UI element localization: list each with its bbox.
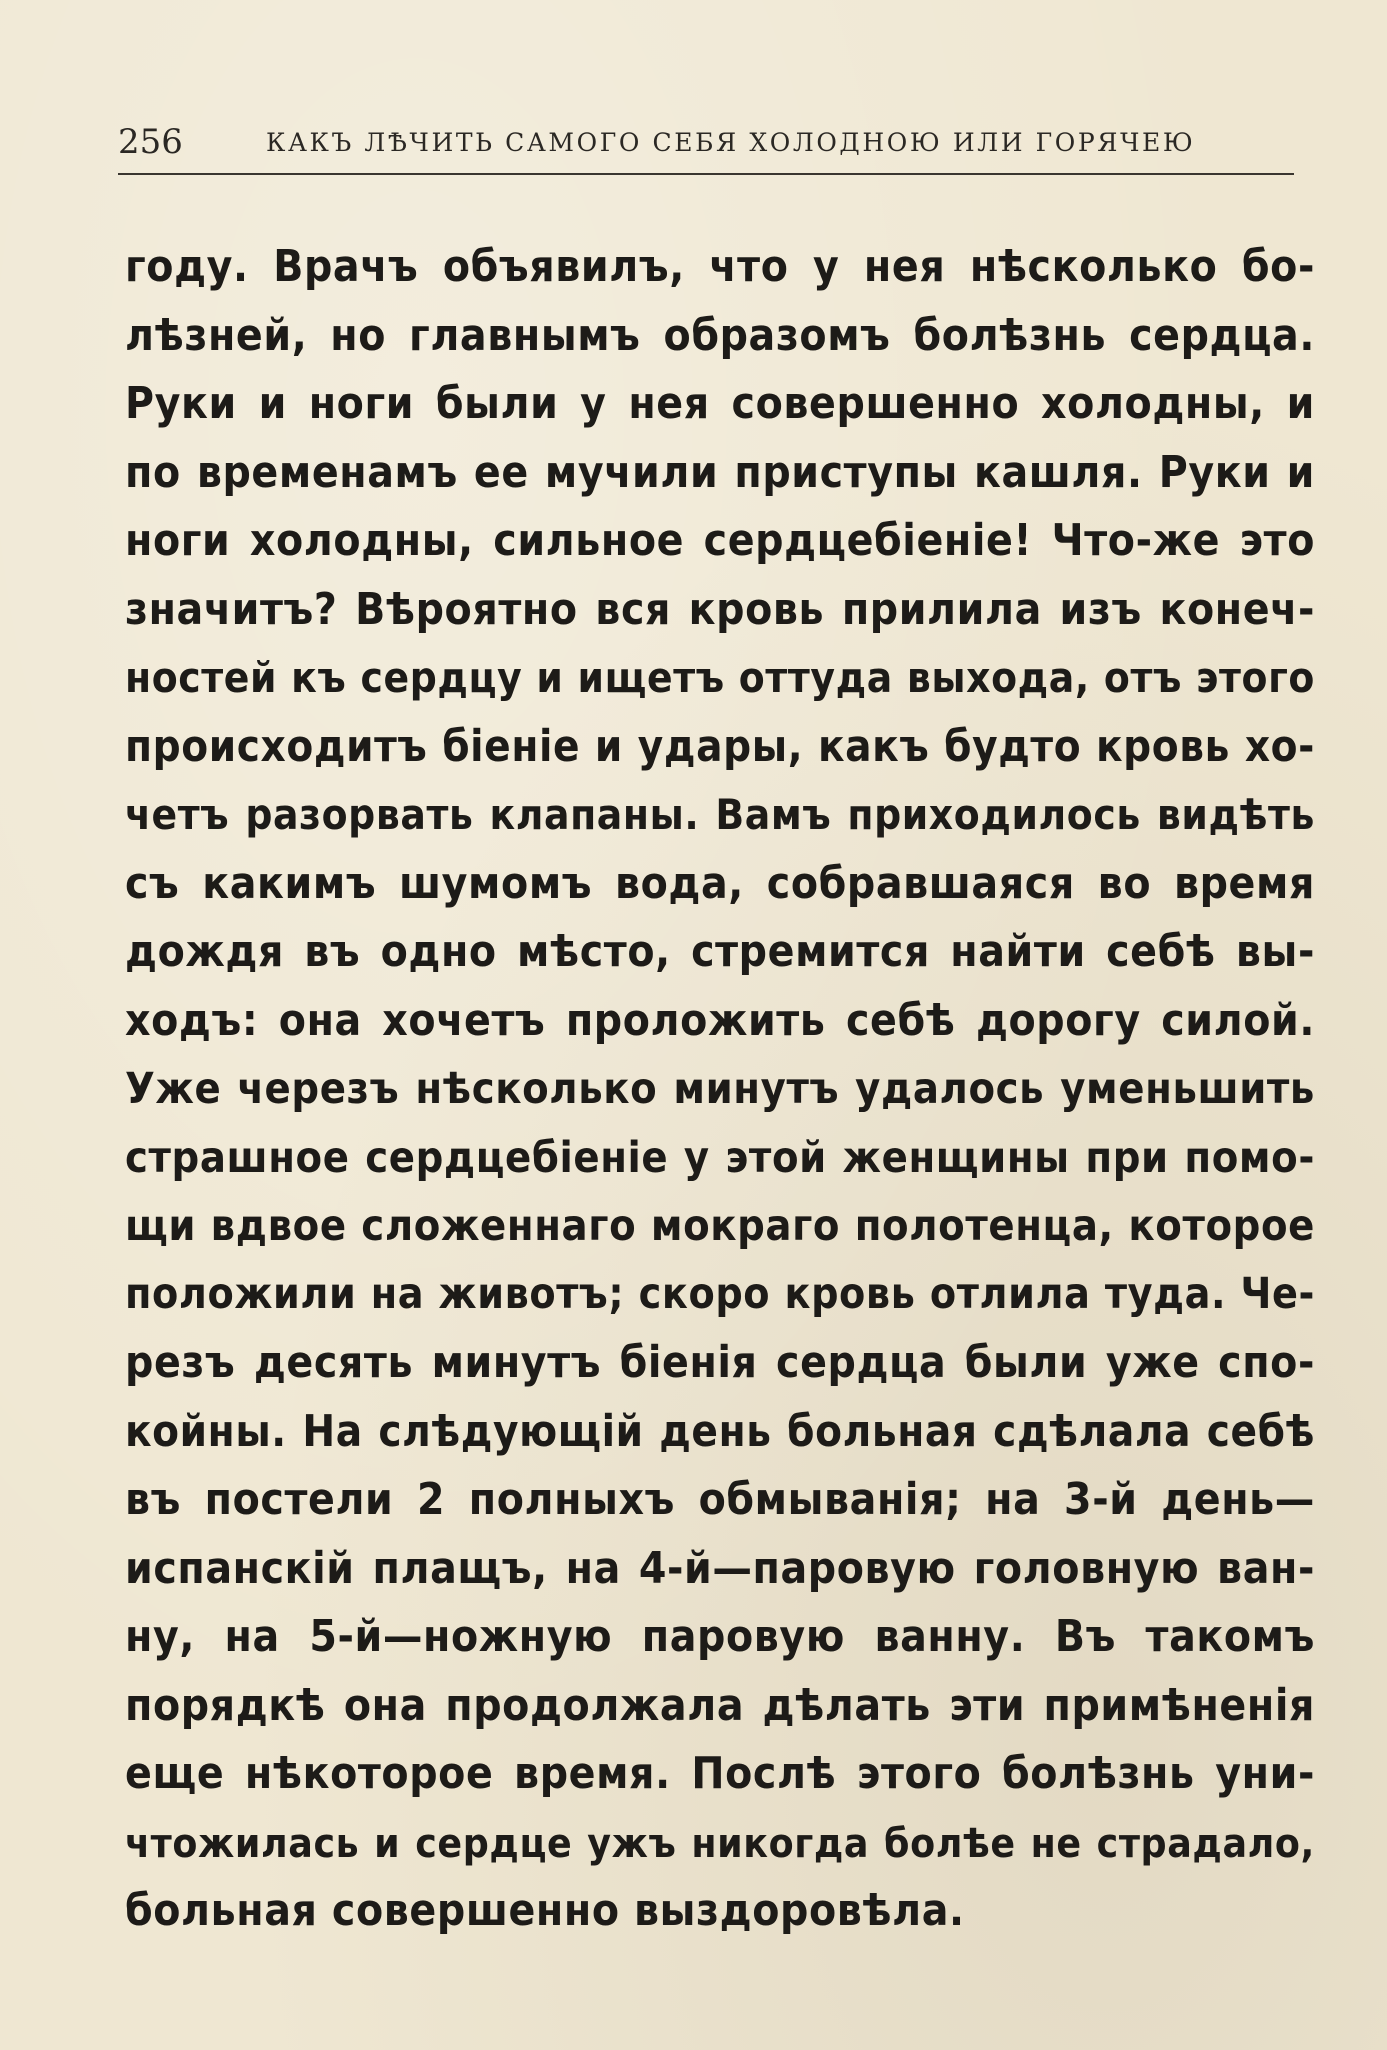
text-line: резъ десять минутъ біенія сердца были уже спо- [125,1337,1315,1388]
text-line-last: больная совершенно выздоровѣла. [125,1885,965,1936]
text-line: чтожилась и сердце ужъ никогда болѣе не страдало, [125,1818,1315,1867]
text-line: лѣзней, но главнымъ образомъ болѣзнь сердца. [125,309,1315,361]
text-line: по временамъ ее мучили приступы кашля. Руки и [125,446,1315,498]
header-rule [118,173,1294,175]
text-line: Уже черезъ нѣсколько минутъ удалось уменьшить [125,1064,1315,1114]
text-line: ностей къ сердцу и ищетъ оттуда выхода, отъ этого [125,653,1315,702]
text-line: испанскій плащъ, на 4-й—паровую головную ван- [125,1542,1315,1594]
running-title: КАКЪ ЛѢЧИТЬ САМОГО СЕБЯ ХОЛОДНОЮ ИЛИ ГОРЯЧЕЮ [266,128,1196,157]
text-line: ну, на 5-й—ножную паровую ванну. Въ такомъ [125,1611,1315,1662]
page-header [118,118,1298,166]
text-line: съ какимъ шумомъ вода, собравшаяся во время [125,857,1315,909]
text-line: страшное сердцебіеніе у этой женщины при помо- [125,1132,1315,1183]
page-number: 256 [118,122,183,162]
text-line: въ постели 2 полныхъ обмыванія; на 3-й день— [125,1474,1315,1525]
text-line: порядкѣ она продолжала дѣлать эти примѣненія [125,1679,1315,1731]
text-line: происходитъ біеніе и удары, какъ будто кровь хо- [125,721,1315,772]
text-line: Руки и ноги были у нея совершенно холодны, и [125,378,1315,429]
text-line: дождя въ одно мѣсто, стремится найти себѣ вы- [125,926,1315,977]
body-text [125,233,1315,1946]
text-line: ноги холодны, сильное сердцебіеніе! Что-же это [125,515,1315,566]
text-line: году. Врачъ объявилъ, что у нея нѣсколько бо- [125,241,1315,292]
text-line: ходъ: она хочетъ проложить себѣ дорогу силой. [125,994,1315,1046]
text-line: еще нѣкоторое время. Послѣ этого болѣзнь уни- [125,1748,1315,1799]
text-line: положили на животъ; скоро кровь отлила туда. Че- [125,1269,1315,1319]
text-line: значитъ? Вѣроятно вся кровь прилила изъ конеч- [125,583,1315,635]
text-line: койны. На слѣдующій день больная сдѣлала себѣ [125,1406,1315,1457]
text-line: четъ разорвать клапаны. Вамъ приходилось видѣть [125,790,1315,839]
text-line: щи вдвое сложеннаго мокраго полотенца, которое [125,1201,1315,1251]
